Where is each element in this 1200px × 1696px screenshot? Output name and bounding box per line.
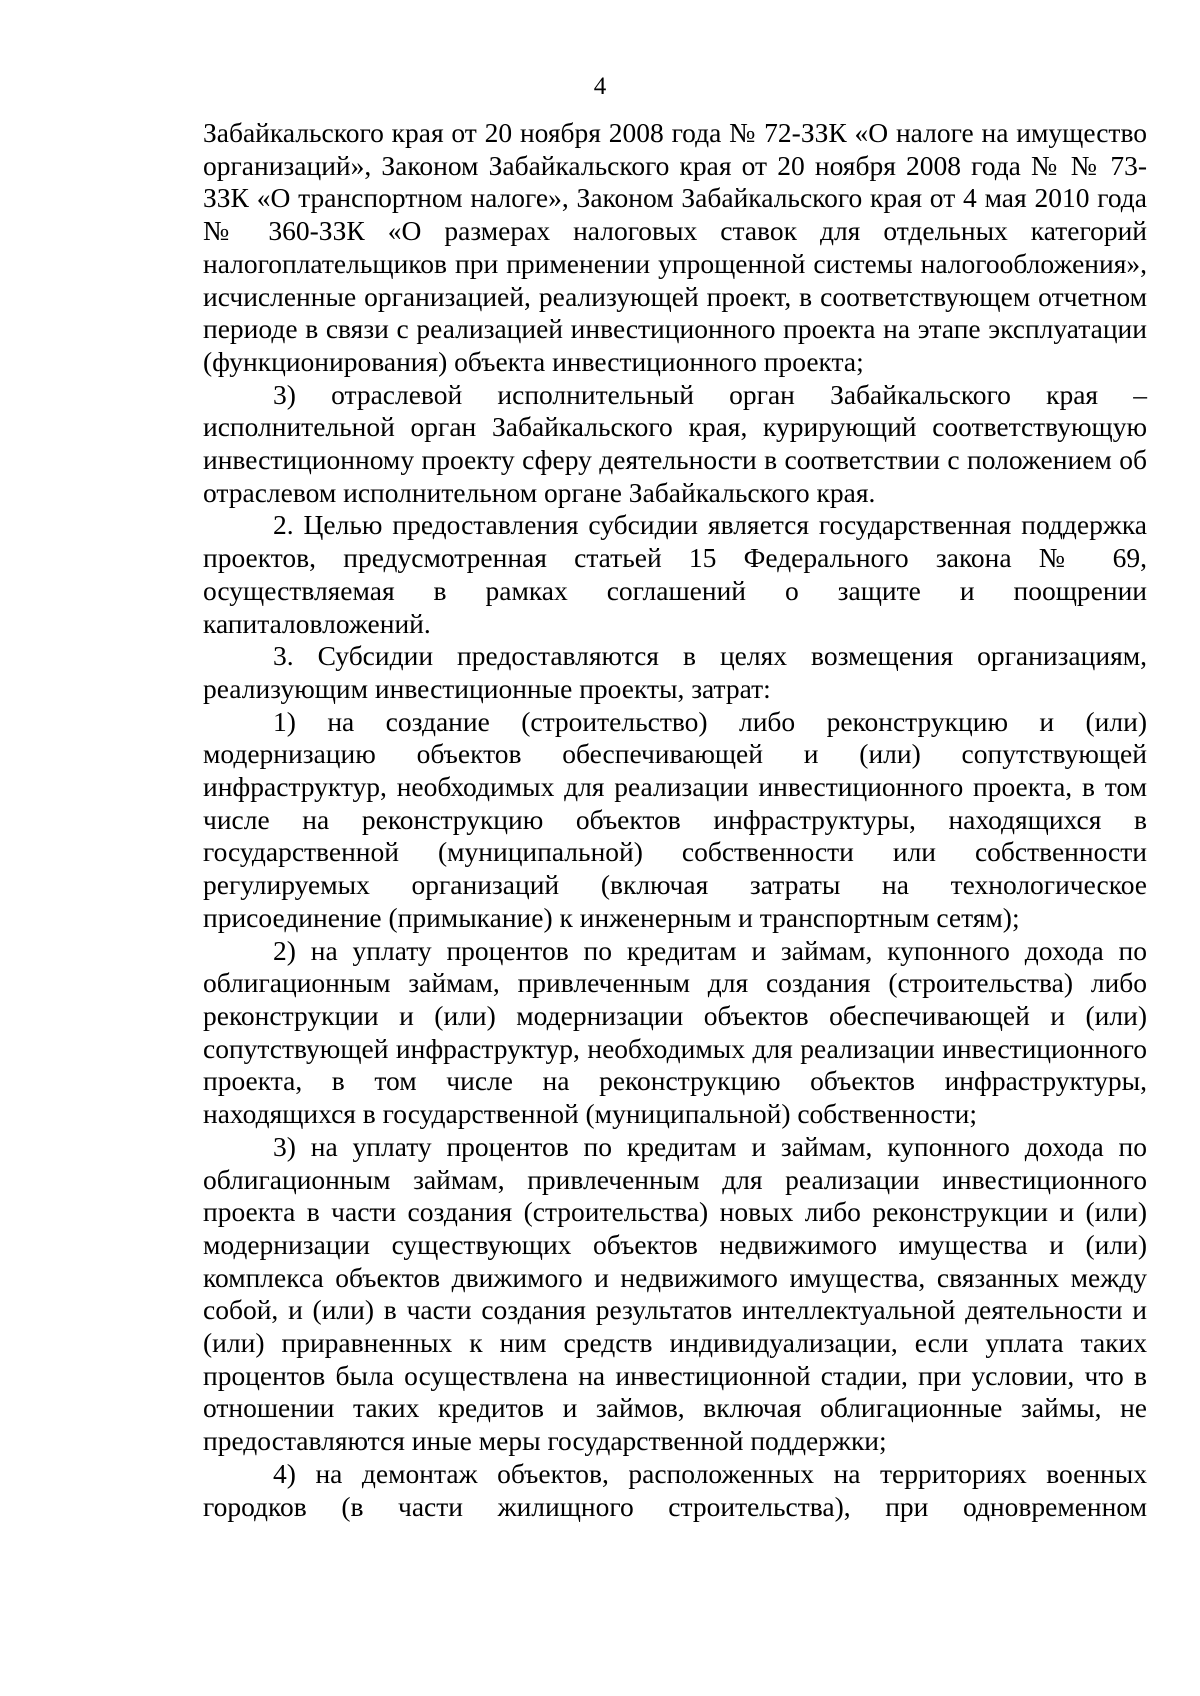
paragraph-3-subsidy-purpose: 3. Субсидии предоставляются в целях возмещения организациям, реализующим инвестиционные проекты, затрат: <box>203 640 1147 704</box>
document-body <box>203 117 1147 1523</box>
paragraph-3-item-4: 4) на демонтаж объектов, расположенных на территориях военных городков (в части жилищного строительства), при одновременном <box>203 1457 1147 1522</box>
paragraph-3-item-2: 2) на уплату процентов по кредитам и займам, купонного дохода по облигационным займам, привлеченным для создания (строительства) либо реконструкции и (или) модернизации объектов обеспечивающей и (или) сопутствующей инфраструктур, необходимых для реализации инвестиционного проекта, в том числе на реконструкцию объектов инфраструктуры, находящихся в государственной (муниципальной) собственности; <box>203 934 1147 1130</box>
paragraph-continuation: Забайкальского края от 20 ноября 2008 года № 72-ЗЗК «О налоге на имущество организаций», Законом Забайкальского края от 20 ноября 2008 года № № 73-ЗЗК «О транспортном налоге», Законом Забайкальского края от 4 мая 2010 года № 360-ЗЗК «О размерах налоговых ставок для отдельных категорий налогоплательщиков при применении упрощенной системы налогообложения», исчисленные организацией, реализующей проект, в соответствующем отчетном периоде в связи с реализацией инвестиционного проекта на этапе эксплуатации (функционирования) объекта инвестиционного проекта; <box>203 117 1147 377</box>
paragraph-3-item-1: 1) на создание (строительство) либо реконструкцию и (или) модернизацию объектов обеспечивающей и (или) сопутствующей инфраструктур, необходимых для реализации инвестиционного проекта, в том числе на реконструкцию объектов инфраструктуры, находящихся в государственной (муниципальной) собственности или собственности регулируемых организаций (включая затраты на технологическое присоединение (примыкание) к инженерным и транспортным сетям); <box>203 705 1147 933</box>
paragraph-2-subsidy-goal: 2. Целью предоставления субсидии является государственная поддержка проектов, предусмотренная статьей 15 Федерального закона № 69, осуществляемая в рамках соглашений о защите и поощрении капиталовложений. <box>203 509 1147 639</box>
paragraph-3-item-3: 3) на уплату процентов по кредитам и займам, купонного дохода по облигационным займам, привлеченным для реализации инвестиционного проекта в части создания (строительства) новых либо реконструкции и (или) модернизации существующих объектов недвижимого имущества и (или) комплекса объектов движимого и недвижимого имущества, связанных между собой, и (или) в части создания результатов интеллектуальной деятельности и (или) приравненных к ним средств индивидуализации, если уплата таких процентов была осуществлена на инвестиционной стадии, при условии, что в отношении таких кредитов и займов, включая облигационные займы, не предоставляются иные меры государственной поддержки; <box>203 1130 1147 1457</box>
page-number: 4 <box>593 73 607 100</box>
paragraph-item-3-industry-body: 3) отраслевой исполнительный орган Забайкальского края – исполнительной орган Забайкальского края, курирующий соответствующую инвестиционному проекту сферу деятельности в соответствии с положением об отраслевом исполнительном органе Забайкальского края. <box>203 378 1147 508</box>
